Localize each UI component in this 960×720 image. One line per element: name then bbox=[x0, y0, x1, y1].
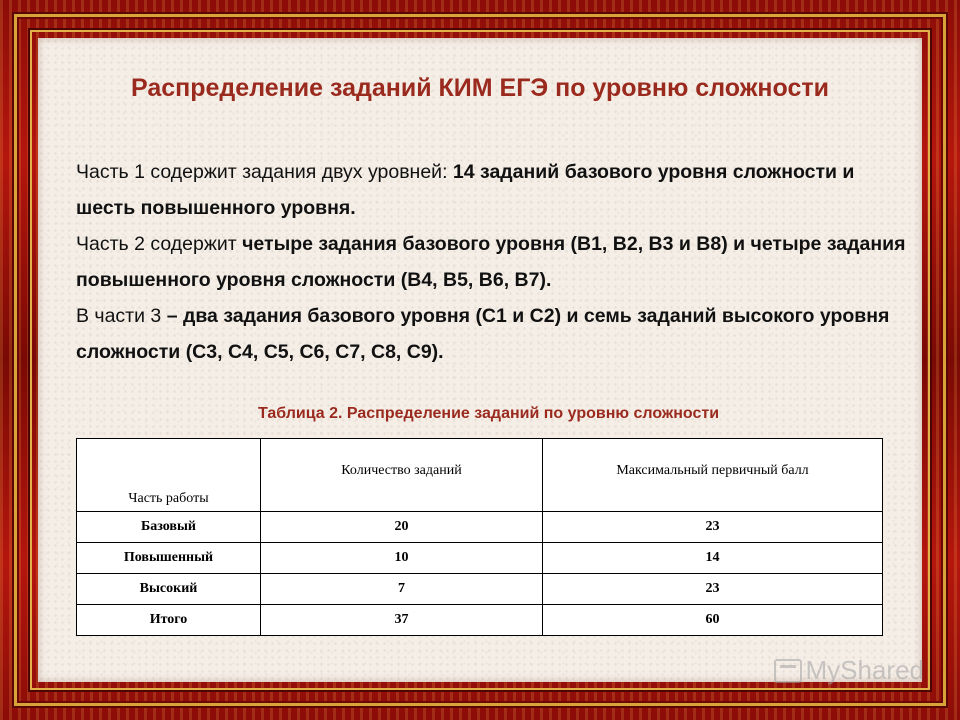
paragraph-part3-normal: В части 3 bbox=[76, 305, 167, 327]
paragraph-part3 bbox=[76, 298, 906, 370]
paragraph-part3-bold: – два задания базового уровня (С1 и С2) и семь заданий высокого уровня сложности (С3, С4, С5, С6, С7, С8, С9). bbox=[76, 305, 890, 363]
paragraph-part2-bold: четыре задания базового уровня (В1, В2, В3 и В8) и четыре задания повышенного уровня сложности (В4, В5, В6, В7). bbox=[76, 233, 906, 291]
cell-score: 23 bbox=[543, 574, 883, 605]
cell-count: 7 bbox=[261, 574, 543, 605]
cell-level: Высокий bbox=[77, 574, 261, 605]
header-part: Часть работы bbox=[77, 439, 261, 512]
body-text bbox=[76, 154, 906, 370]
cell-level: Итого bbox=[77, 605, 261, 636]
table-row bbox=[77, 512, 883, 543]
cell-count: 20 bbox=[261, 512, 543, 543]
cell-count: 37 bbox=[261, 605, 543, 636]
table-row bbox=[77, 605, 883, 636]
table-row bbox=[77, 543, 883, 574]
table-row bbox=[77, 574, 883, 605]
difficulty-table bbox=[76, 438, 883, 636]
paragraph-part1-bold: 14 заданий базового уровня сложности и шесть повышенного уровня. bbox=[76, 161, 855, 219]
paragraph-part1-normal: Часть 1 содержит задания двух уровней: bbox=[76, 161, 453, 183]
cell-level: Базовый bbox=[77, 512, 261, 543]
cell-score: 60 bbox=[543, 605, 883, 636]
cell-score: 14 bbox=[543, 543, 883, 574]
cell-count: 10 bbox=[261, 543, 543, 574]
cell-score: 23 bbox=[543, 512, 883, 543]
header-max-score: Максимальный первичный балл bbox=[543, 439, 883, 512]
paragraph-part2 bbox=[76, 226, 906, 298]
cell-level: Повышенный bbox=[77, 543, 261, 574]
slide-title: Распределение заданий КИМ ЕГЭ по уровню сложности bbox=[131, 74, 829, 102]
presentation-icon bbox=[774, 659, 802, 683]
watermark-text: MyShared bbox=[805, 655, 924, 685]
header-count: Количество заданий bbox=[261, 439, 543, 512]
paragraph-part2-normal: Часть 2 содержит bbox=[76, 233, 243, 255]
table-caption: Таблица 2. Распределение заданий по уровню сложности bbox=[258, 405, 720, 422]
watermark bbox=[774, 655, 925, 686]
paragraph-part1 bbox=[76, 154, 906, 226]
table-header-row bbox=[77, 439, 883, 512]
